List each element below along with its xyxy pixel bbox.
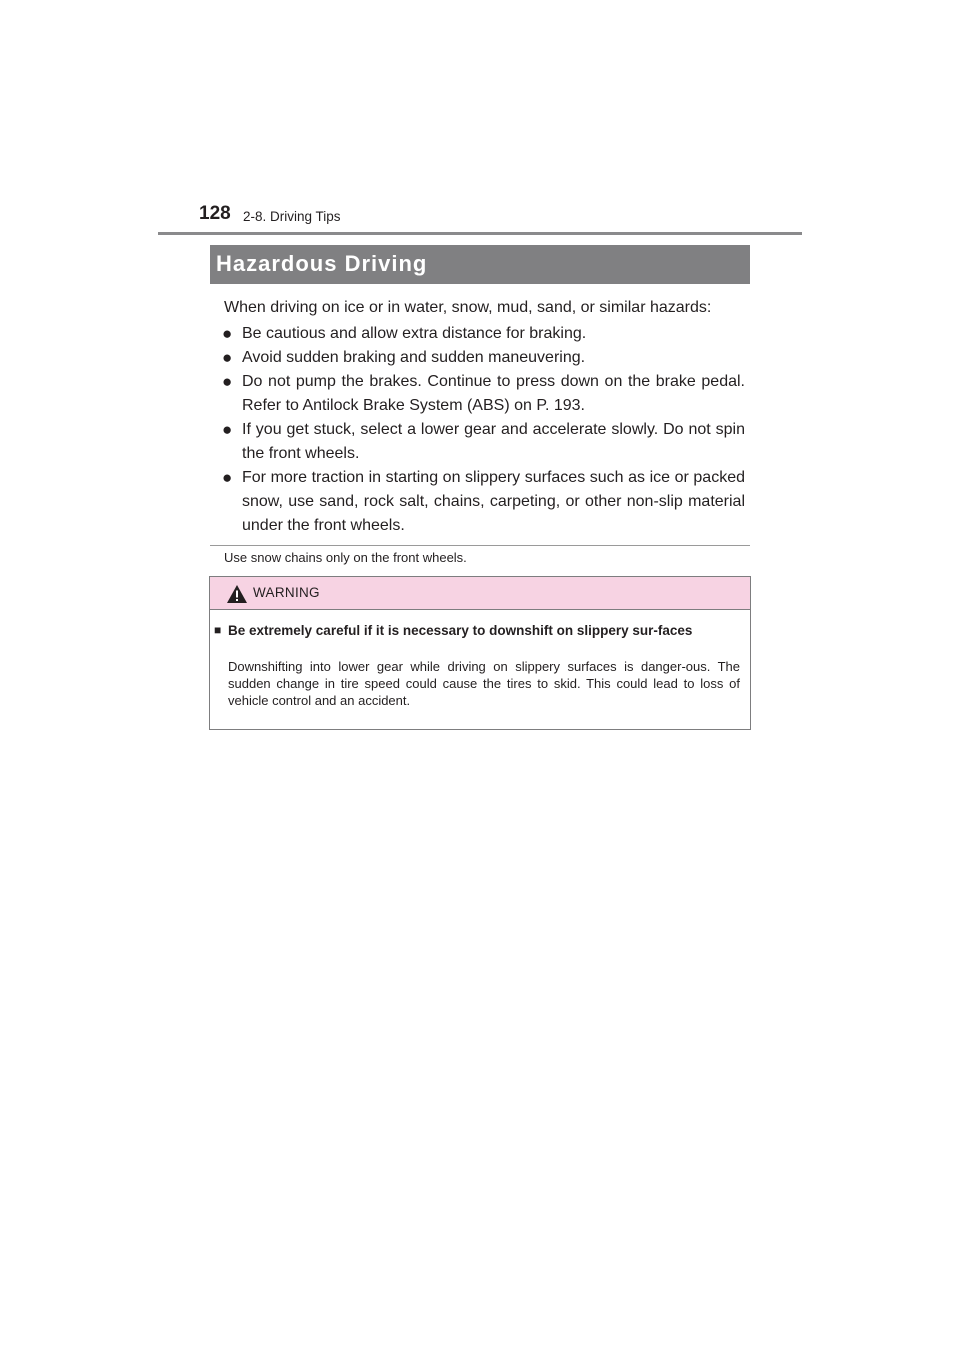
intro-text: When driving on ice or in water, snow, mud, sand, or similar hazards:	[224, 299, 712, 316]
page-title: Hazardous Driving	[216, 251, 428, 276]
list-item-text: Avoid sudden braking and sudden maneuvering.	[242, 349, 586, 366]
bullet-icon: ●	[222, 420, 233, 439]
list-item	[222, 418, 745, 466]
title-bar	[210, 245, 750, 284]
note-divider	[210, 545, 750, 546]
warning-heading	[214, 622, 742, 639]
page-number: 128	[199, 203, 231, 224]
warning-triangle-icon	[226, 584, 248, 604]
section-label: 2-8. Driving Tips	[243, 209, 341, 224]
bullet-icon: ●	[222, 468, 233, 487]
list-item-text: Do not pump the brakes. Continue to press down on the brake pedal. Refer to Antilock Brake System (ABS) on P. 193.	[242, 373, 745, 414]
bullet-icon: ●	[222, 324, 233, 343]
note-text: Use snow chains only on the front wheels.	[224, 550, 467, 565]
warning-heading-text: Be extremely careful if it is necessary to downshift on slippery sur-faces	[228, 623, 693, 638]
list-item	[222, 370, 745, 418]
list-item-text: Be cautious and allow extra distance for braking.	[242, 325, 587, 342]
header-divider	[158, 232, 802, 235]
list-item	[222, 322, 745, 346]
square-bullet-icon: ■	[214, 623, 222, 637]
warning-box	[209, 576, 751, 730]
list-item-text: If you get stuck, select a lower gear and accelerate slowly. Do not spin the front wheels.	[242, 421, 745, 462]
bullet-icon: ●	[222, 372, 233, 391]
list-item	[222, 346, 745, 370]
bullet-icon: ●	[222, 348, 233, 367]
warning-header	[210, 577, 750, 610]
warning-label: WARNING	[253, 585, 320, 600]
warning-body: Downshifting into lower gear while driving on slippery surfaces is danger-ous. The sudden change in tire speed could cause the tires to skid. This could lead to loss of vehicle control and an accident.	[228, 659, 740, 708]
list-item-text: For more traction in starting on slippery surfaces such as ice or packed snow, use sand, rock salt, chains, carpeting, or other non-slip material under the front wheels.	[242, 469, 745, 534]
hazard-tips-list	[222, 322, 745, 538]
list-item	[222, 466, 745, 538]
